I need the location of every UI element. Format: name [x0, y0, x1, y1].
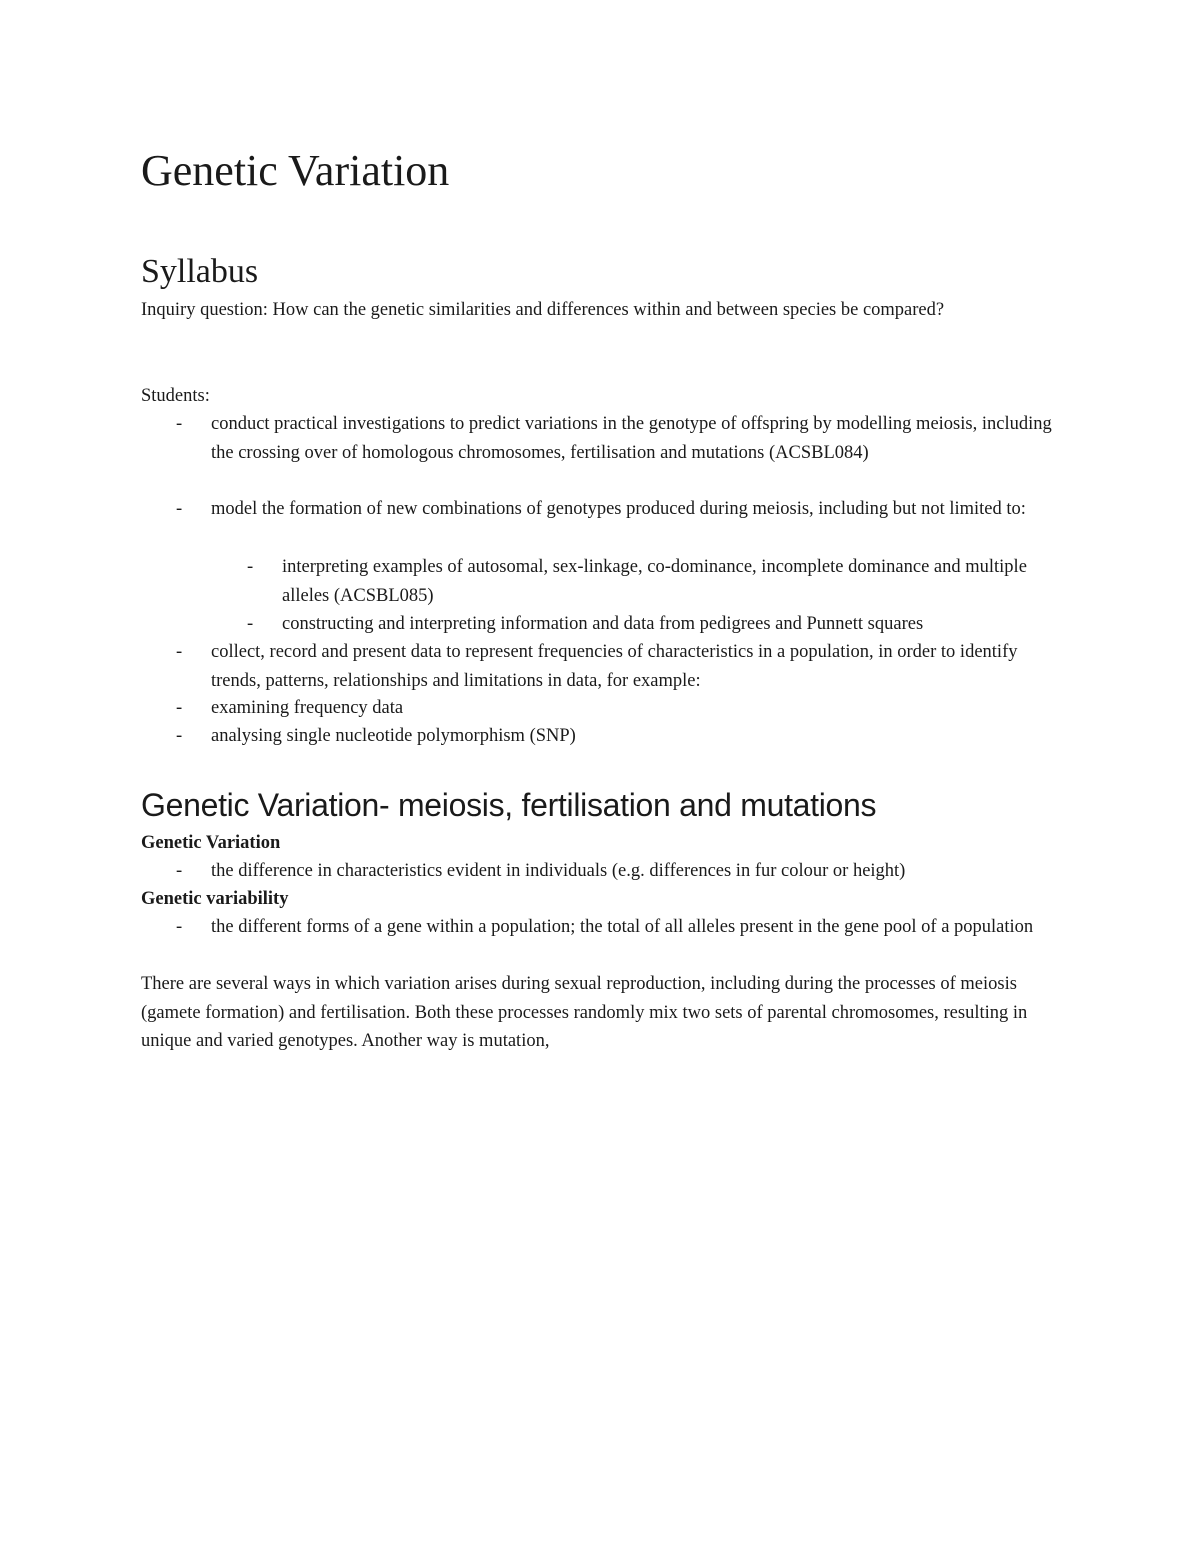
bullet-dash: -	[176, 861, 183, 881]
list-item-text: interpreting examples of autosomal, sex-linkage, co-dominance, incomplete dominance and multiple alleles (ACSBL085)	[282, 557, 1027, 606]
list-item-text: constructing and interpreting information and data from pedigrees and Punnett squares	[282, 614, 924, 634]
bullet-dash: -	[247, 557, 254, 577]
bullet-dash: -	[176, 698, 183, 718]
definition-text: the different forms of a gene within a population; the total of all alleles present in the gene pool of a population	[211, 917, 1034, 937]
bullet-dash: -	[176, 414, 183, 434]
bullet-dash: -	[247, 614, 254, 634]
list-item-text: examining frequency data	[211, 698, 404, 718]
list-item-text: analysing single nucleotide polymorphism (SNP)	[211, 726, 576, 746]
inquiry-question: Inquiry question: How can the genetic similarities and differences within and between species be compared?	[141, 300, 945, 320]
definition-text: the difference in characteristics evident in individuals (e.g. differences in fur colour or height)	[211, 861, 906, 881]
list-item-text: model the formation of new combinations of genotypes produced during meiosis, including but not limited to:	[211, 499, 1026, 519]
document-title: Genetic Variation	[141, 146, 450, 195]
bullet-dash: -	[176, 642, 183, 662]
bullet-dash: -	[176, 499, 183, 519]
term-genetic-variability: Genetic variability	[141, 889, 289, 909]
term-genetic-variation: Genetic Variation	[141, 833, 281, 853]
bullet-dash: -	[176, 726, 183, 746]
list-item-text: conduct practical investigations to predict variations in the genotype of offspring by modelling meiosis, including the crossing over of homologous chromosomes, fertilisation and mutations (ACSBL084)	[211, 414, 1052, 463]
section-heading: Genetic Variation- meiosis, fertilisation and mutations	[141, 787, 877, 823]
list-item-text: collect, record and present data to represent frequencies of characteristics in a population, in order to identify trends, patterns, relationships and limitations in data, for example:	[211, 642, 1018, 691]
body-paragraph: There are several ways in which variation arises during sexual reproduction, including during the processes of meiosis (gamete formation) and fertilisation. Both these processes randomly mix two sets of parental chromosomes, resulting in unique and varied genotypes. Another way is mutation,	[141, 974, 1028, 1051]
bullet-dash: -	[176, 917, 183, 937]
syllabus-heading: Syllabus	[141, 253, 259, 290]
students-label: Students:	[141, 386, 210, 406]
